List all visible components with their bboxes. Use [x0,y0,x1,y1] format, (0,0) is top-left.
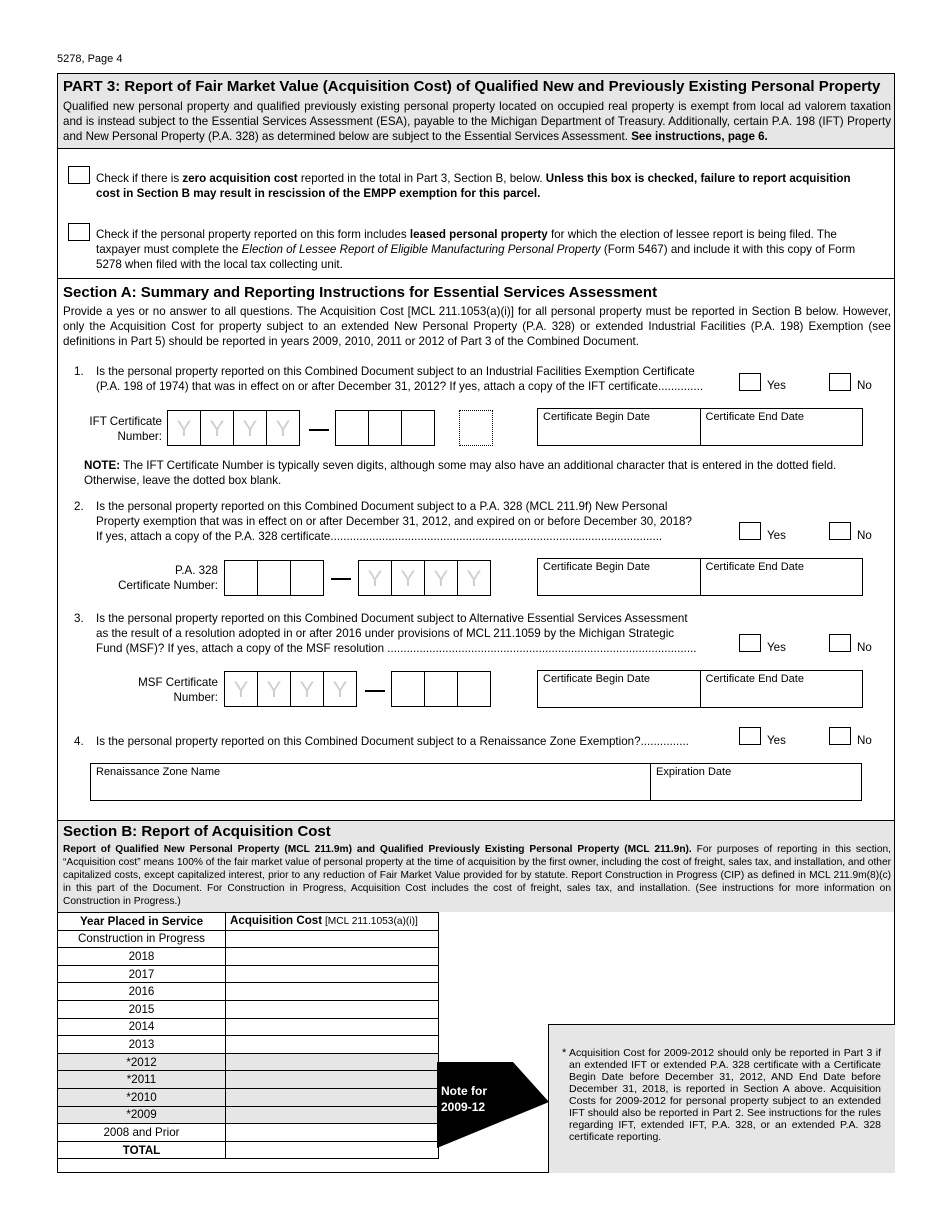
pa328-date-box [537,558,863,596]
leased-property-checkbox[interactable] [68,223,90,241]
year-cell: *2010 [58,1088,226,1106]
table-row [58,948,439,966]
year-cell: 2015 [58,1000,226,1018]
q1-no-checkbox[interactable] [829,373,851,391]
ift-dash [309,429,329,431]
table-row [58,1000,439,1018]
msf-begin-date-field[interactable]: Certificate Begin Date [543,673,650,685]
q1-no-label: No [857,379,872,392]
msf-label: MSF Certificate Number: [138,676,218,704]
table-row [58,965,439,983]
q2-yes-label: Yes [767,529,786,542]
msf-digit-box[interactable]: Y [224,671,258,707]
q3-yes-checkbox[interactable] [739,634,761,652]
cost-input-cell[interactable] [226,1018,439,1036]
table-row [58,1124,439,1142]
cost-input-cell[interactable] [226,1036,439,1054]
msf-date-box [537,670,863,708]
year-cell: 2016 [58,983,226,1001]
q2-line3: If yes, attach a copy of the P.A. 328 certificate....................................................................................................... [96,530,663,543]
q4-line1: Is the personal property reported on this Combined Document subject to a Renaissance Zone Exemption?............... [96,735,689,748]
cost-input-cell[interactable] [226,1000,439,1018]
q3-line3: Fund (MSF)? If yes, attach a copy of the MSF resolution ................................................................................................ [96,642,697,655]
note-text: Acquisition Cost for 2009-2012 should only be reported in Part 3 if an extended IFT or extended P.A. 328 certificate with a Certificate Begin Date before December 31, 2012, AND End Date before December 31, 2018, is reported in Section A above. Acquisition Costs for 2009-2012 for personal property subject to an extended IFT should also be reported in Part 2. See instructions for the rules regarding IFT, extended IFT, P.A. 328, or an extended P.A. 328 certificate reporting. [569,1047,881,1143]
cost-input-cell[interactable] [226,930,439,948]
q3-line1: Is the personal property reported on this Combined Document subject to Alternative Essential Services Assessment [96,612,688,625]
q2-no-checkbox[interactable] [829,522,851,540]
year-cell: *2012 [58,1053,226,1071]
q2-no-label: No [857,529,872,542]
table-row [58,1036,439,1054]
ift-number-year-boxes [168,410,300,446]
ift-digit-box[interactable] [401,410,435,446]
q1-line1: Is the personal property reported on this Combined Document subject to an Industrial Facilities Exemption Certificate [96,365,695,378]
total-row [58,1141,439,1159]
pa328-digit-box[interactable]: Y [358,560,392,596]
pa328-digit-box[interactable]: Y [391,560,425,596]
year-cell: 2013 [58,1036,226,1054]
cost-input-cell[interactable] [226,1124,439,1142]
acquisition-cost-table [57,912,439,1159]
cost-input-cell[interactable] [226,1071,439,1089]
zero-acquisition-checkbox[interactable] [68,166,90,184]
ift-extra-character-box[interactable] [459,410,493,446]
q3-number: 3. [74,612,84,625]
year-cell: *2011 [58,1071,226,1089]
table-header-row [58,913,439,931]
pa328-digit-box[interactable]: Y [457,560,491,596]
pa328-begin-date-field[interactable]: Certificate Begin Date [543,561,650,573]
table-row [58,1053,439,1071]
pa328-number-boxes [225,560,324,596]
q3-no-label: No [857,641,872,654]
year-cell: 2008 and Prior [58,1124,226,1142]
year-cell: 2018 [58,948,226,966]
sectionA-intro: Provide a yes or no answer to all questions. The Acquisition Cost [MCL 211.1053(a)(i)] for all personal property must be reported in Section B below. However, only the Acquisition Cost for property subject to an extended New Personal Property (P.A. 328) or extended Industrial Facilities (P.A. 198) Exemption (see definitions in Part 5) should be reported in years 2009, 2010, 2011 or 2012 of Part 3 of the Combined Document. [63,305,891,348]
msf-digit-box[interactable] [457,671,491,707]
q3-yes-label: Yes [767,641,786,654]
q1-line2: (P.A. 198 of 1974) that was in effect on or after December 31, 2012? If yes, attach a copy of the IFT certificate.............. [96,380,704,393]
msf-digit-box[interactable] [424,671,458,707]
year-cell: *2009 [58,1106,226,1124]
table-row [58,1071,439,1089]
q4-no-checkbox[interactable] [829,727,851,745]
ift-digit-box[interactable]: Y [167,410,201,446]
divider [57,278,895,279]
ift-digit-box[interactable] [335,410,369,446]
col-header-cost: Acquisition Cost [MCL 211.1053(a)(i)] [226,913,439,931]
col-header-year: Year Placed in Service [58,913,226,931]
sectionB-intro: Report of Qualified New Personal Property (MCL 211.9m) and Qualified Previously Existing Personal Property (MCL 211.9n). For purposes of reporting in this section, “Acquisition cost” means 100% of the fair market value of personal property at the time of acquisition by the first owner, including the cost of freight, sales tax, and installation, and other capitalized costs, except capitalized interest, prior to any reduction of Fair Market Value provided for by statute. Report Construction in Progress (CIP) as defined in MCL 211.9m(8)(c) in this part of the Document. For Construction in Progress, Acquisition Cost includes the cost of freight, sales tax, and installation. (See instructions for more information on Construction in Progress.) [63,844,891,907]
pa328-digit-box[interactable] [224,560,258,596]
msf-dash [365,690,385,692]
q2-line2: Property exemption that was in effect on or after December 31, 2012, and expired on or before December 30, 2018? [96,515,692,528]
q3-line2: as the result of a resolution adopted in or after 2016 under provisions of MCL 211.1059 by the Michigan Strategic [96,627,675,640]
pa328-digit-box[interactable] [290,560,324,596]
cost-input-cell[interactable] [226,1088,439,1106]
msf-digit-box[interactable]: Y [257,671,291,707]
msf-number-boxes [392,671,491,707]
msf-digit-box[interactable]: Y [323,671,357,707]
leased-property-text: Check if the personal property reported on this form includes leased personal property for which the election of lessee report is being filed. The taxpayer must complete the Election of Lessee Report of Eligible Manufacturing Personal Property (Form 5467) and include it with this copy of Form 5278 when filed with the local tax collecting unit. [96,228,856,271]
pa328-end-date-field[interactable]: Certificate End Date [700,559,863,595]
pa328-year-boxes [359,560,491,596]
table-row [58,1088,439,1106]
q1-number: 1. [74,365,84,378]
renaissance-zone-box [90,763,862,801]
q1-yes-label: Yes [767,379,786,392]
sectionA-title: Section A: Summary and Reporting Instructions for Essential Services Assessment [63,284,658,301]
cost-input-cell[interactable] [226,1106,439,1124]
q4-number: 4. [74,735,84,748]
cost-input-cell[interactable] [226,965,439,983]
msf-digit-box[interactable]: Y [290,671,324,707]
ift-note: NOTE: The IFT Certificate Number is typically seven digits, although some may also have an additional character that is entered in the dotted field. Otherwise, leave the dotted box blank. [84,459,837,487]
page-header: 5278, Page 4 [57,53,123,65]
cost-input-cell[interactable] [226,983,439,1001]
pa328-digit-box[interactable] [257,560,291,596]
table-row [58,930,439,948]
renaissance-zone-name-field[interactable]: Renaissance Zone Name [96,766,221,778]
ift-date-box [537,408,863,446]
note-star: * [562,1047,567,1059]
msf-end-date-field[interactable]: Certificate End Date [700,671,863,707]
pa328-label: P.A. 328 Certificate Number: [118,564,218,592]
year-cell: 2017 [58,965,226,983]
pa328-dash [331,578,351,580]
divider [57,148,895,149]
divider [57,820,895,821]
table-row [58,983,439,1001]
total-label: TOTAL [58,1141,226,1159]
ift-digit-box[interactable]: Y [233,410,267,446]
year-cell: Construction in Progress [58,930,226,948]
part3-title: PART 3: Report of Fair Market Value (Acquisition Cost) of Qualified New and Previously Existing Personal Property [63,78,881,95]
table-row [58,1018,439,1036]
q2-line1: Is the personal property reported on this Combined Document subject to a P.A. 328 (MCL 211.9f) New Personal [96,500,668,513]
ift-digit-box[interactable]: Y [266,410,300,446]
note-arrow-label: Note for 2009-12 [441,1084,487,1114]
msf-year-boxes [225,671,357,707]
q4-yes-label: Yes [767,734,786,747]
cost-input-cell[interactable] [226,948,439,966]
ift-digit-box[interactable]: Y [200,410,234,446]
expiration-date-field[interactable]: Expiration Date [650,764,861,800]
table-row [58,1106,439,1124]
pa328-digit-box[interactable]: Y [424,560,458,596]
msf-digit-box[interactable] [391,671,425,707]
ift-end-date-field[interactable]: Certificate End Date [700,409,863,445]
q1-yes-checkbox[interactable] [739,373,761,391]
q2-yes-checkbox[interactable] [739,522,761,540]
part3-intro: Qualified new personal property and qualified previously existing personal property located on occupied real property is exempt from local ad valorem taxation and is instead subject to the Essential Services Assessment (ESA), payable to the Michigan Department of Treasury. Additionally, certain P.A. 198 (IFT) Property and New Personal Property (P.A. 328) as determined below are subject to the Essential Services Assessment. See instructions, page 6. [63,100,891,143]
q4-no-label: No [857,734,872,747]
zero-acquisition-text: Check if there is zero acquisition cost reported in the total in Part 3, Section B, below. Unless this box is checked, failure to report acquisition cost in Section B may result in rescission of the EMPP exemption for this parcel. [96,172,851,200]
q4-yes-checkbox[interactable] [739,727,761,745]
cost-input-cell[interactable] [226,1053,439,1071]
q3-no-checkbox[interactable] [829,634,851,652]
ift-digit-box[interactable] [368,410,402,446]
sectionB-title: Section B: Report of Acquisition Cost [63,823,331,840]
q2-number: 2. [74,500,84,513]
ift-label: IFT Certificate Number: [89,415,162,443]
ift-begin-date-field[interactable]: Certificate Begin Date [543,411,650,423]
ift-number-boxes [336,410,435,446]
year-cell: 2014 [58,1018,226,1036]
total-input-cell[interactable] [226,1141,439,1159]
